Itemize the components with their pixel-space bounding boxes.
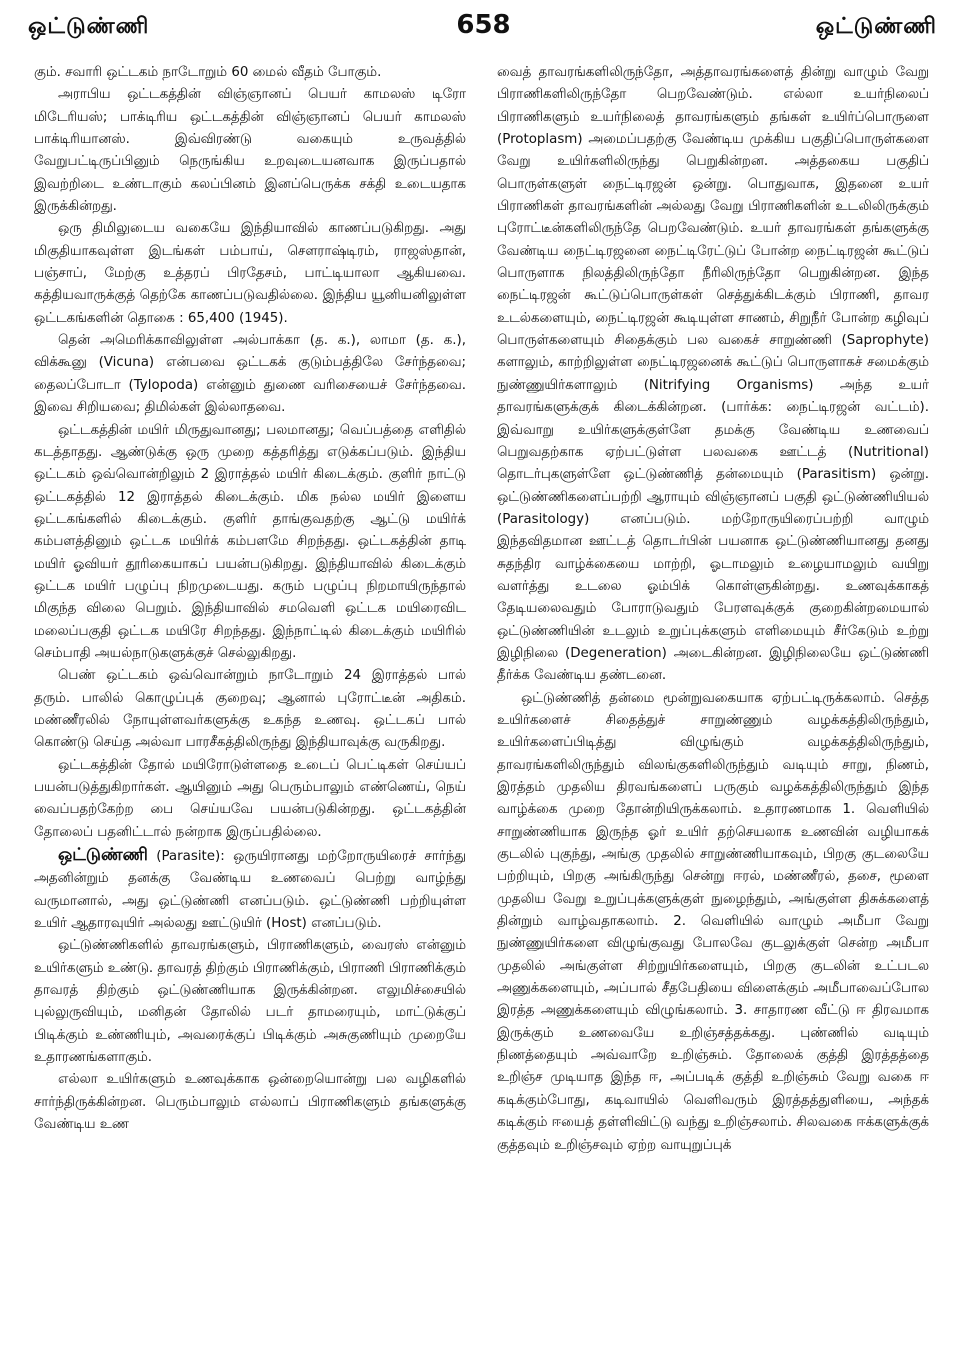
entry-paragraph [34,844,466,935]
paragraph: ஒட்டகத்தின் தோல் மயிரோடுள்ளதை உடைப் பெட்டிகள் செய்யப் பயன்படுத்துகிறார்கள். ஆயினும் அது பெரும்பாலும் எண்ணெய், நெய் வைப்பதற்கேற்ற பை செய்யவே பயன்படுகின்றது. ஒட்டகத்தின் தோலைப் பதனிட்டால் நன்றாக இருப்பதில்லை. [34,757,466,840]
paragraph: ஒட்டுண்ணிகளில் தாவரங்களும், பிராணிகளும், வைரஸ் என்னும் உயிர்களும் உண்டு. தாவரத் திற்கும் பிராணிக்கும், பிராணி பிராணிக்கும் தாவரத் திற்கும் ஒட்டுண்ணியாக இருக்கின்றன. எலுமிச்சையில் புல்லுருவியும், மனிதன் தோலில் படர் தாமரையும், மாட்டுக்குப் பிடிக்கும் உண்ணியும், அவரைக்குப் பிடிக்கும் அசுகுணியும் முறையே உதாரணங்களாகும். [34,938,466,1066]
paragraph: ஒட்டகத்தின் மயிர் மிருதுவானது; பலமானது; வெப்பத்தை எளிதில் கடத்தாதது. ஆண்டுக்கு ஒரு முறை கத்தரித்து எடுக்கப்படும். இந்திய ஒட்டகம் ஒவ்வொன்றிலும் 2 இராத்தல் மயிர் கிடைக்கும். குளிர் நாட்டு ஒட்டகத்தில் 12 இராத்தல் கிடைக்கும். மிக நல்ல மயிர் இளைய ஒட்டகங்களில் கிடைக்கும். குளிர் தாங்குவதற்கு ஆட்டு மயிர்க் கம்பளத்தினும் ஒட்டக மயிர்க் கம்பளமே சிறந்தது. ஒட்டகத்தின் தாடி மயிர் ஓவியர் தூரிகையாகப் பயன்படுகிறது. இந்தியாவில் கிடைக்கும் ஒட்டக மயிர் பழுப்பு நிறமுடையது. கரும் பழுப்பு நிறமாயிருந்தால் மிகுந்த விலை பெறும். இந்தியாவில் சமவெளி ஒட்டக மயிரைவிட மலைப்பகுதி ஒட்டக மயிரே சிறந்தது. இந்நாட்டில் கிடைக்கும் மயிரில் செம்பாதி அயல்நாடுகளுக்குச் செல்லுகிறது. [34,422,466,661]
paragraph: பெண் ஒட்டகம் ஒவ்வொன்றும் நாடோறும் 24 இராத்தல் பால் தரும். பாலில் கொழுப்புக் குறைவு; ஆனால் புரோட்டீன் அதிகம். மண்ணீரலில் நோயுள்ளவர்களுக்கு உகந்த உணவு. ஒட்டகப் பால் கொண்டு செய்த அல்வா பாரசீகத்திலிருந்து இந்தியாவுக்கு வருகிறது. [34,668,466,751]
paragraph: தென் அமெரிக்காவிலுள்ள அல்பாக்கா (த. க.), லாமா (த. க.), விக்கூனு (Vicuna) என்பவை ஒட்டகக் குடும்பத்திலே சேர்ந்தவை; தைலப்போடா (Tylopoda) என்னும் துணை வரிசையைச் சேர்ந்தவை. இவை சிறியவை; திமில்கள் இல்லாதவை. [34,333,466,416]
running-head-right: ஒட்டுண்ணி [815,14,937,39]
running-head-left: ஒட்டுண்ணி [28,14,150,39]
entry-definition: (Parasite): ஒருயிரானது மற்றோருயிரைச் சார்ந்து அதனின்றும் தனக்கு வேண்டிய உணவைப் பெற்று வாழ்ந்து வருமானால், அது ஒட்டுண்ணி எனப்படும். ஒட்டுண்ணி பற்றியுள்ள உயிர் ஆதாரவுயிர் அல்லது ஊட்டுயிர் (Host) எனப்படும். [34,849,466,932]
right-column [497,62,929,1352]
page-number: 658 [456,10,511,40]
paragraph: வைத் தாவரங்களிலிருந்தோ, அத்தாவரங்களைத் தின்று வாழும் வேறு பிராணிகளிலிருந்தோ பெறவேண்டும். எல்லா உயர்நிலைப் பிராணிகளும் உயர்நிலைத் தாவரங்களும் தங்கள் உயிர்ப்பொருளை (Protoplasm) அமைப்பதற்கு வேண்டிய முக்கிய பகுதிப்பொருள்களை வேறு உயிர்களிலிருந்து பெறுகின்றன. அத்தகைய பகுதிப் பொருள்களுள் நைட்டிரஜன் ஒன்று. பொதுவாக, இதனை உயர் பிராணிகள் தாவரங்களின் அல்லது வேறு பிராணிகளின் உடலிலிருக்கும் புரோட்டீன்களிலிருந்தே பெறவேண்டும். உயர் தாவரங்கள் தங்களுக்கு வேண்டிய நைட்டிரஜனை நைட்டிரேட்டுப் போன்ற நைட்டிரஜன் கூட்டுப் பொருளாக நிலத்திலிருந்தோ நீரிலிருந்தோ பெறுகின்றன. இந்த நைட்டிரஜன் கூட்டுப்பொருள்கள் செத்துக்கிடக்கும் பிராணி, தாவர உடல்களையும், நைட்டிரஜன் கூடியுள்ள சாணம், சிறுநீர் போன்ற கழிவுப் பொருள்களையும் சிதைக்கும் பல வகைச் சாறுண்ணி (Saprophyte) களாலும், காற்றிலுள்ள நைட்டிரஜனைக் கூட்டுப் பொருளாகச் சமைக்கும் நுண்ணுயிர்களாலும் (Nitrifying Organisms) அந்த உயர் தாவரங்களுக்குக் கிடைக்கின்றன. (பார்க்க: நைட்டிரஜன் வட்டம்). இவ்வாறு உயிர்களுக்குள்ளே தமக்கு வேண்டிய உணவைப் பெறுவதற்காக ஏற்பட்டுள்ள பலவகை ஊட்டத் (Nutritional) தொடர்புகளுள்ளே ஒட்டுண்ணித் தன்மையும் (Parasitism) ஒன்று. ஒட்டுண்ணிகளைப்பற்றி ஆராயும் விஞ்ஞானப் பகுதி ஒட்டுண்ணியியல் (Parasitology) எனப்படும். மற்றோருயிரைப்பற்றி வாழும் இந்தவிதமான ஊட்டத் தொடர்பின் பயனாக ஒட்டுண்ணியானது தனது சுதந்திர வாழ்க்கையை மாற்றி, ஓடாமலும் உழையாமலும் வயிறு வளர்த்து உடலை ஓம்பிக் கொள்ளுகின்றது. உணவுக்காகத் தேடியலைவதும் போராடுவதும் பேரளவுக்குக் குறைகின்றமையால் ஒட்டுண்ணியின் உடலும் உறுப்புக்களும் எளிமையும் சீர்கேடும் உற்று இழிநிலை (Degeneration) அடைகின்றன. இழிநிலையே ஒட்டுண்ணி தீர்க்க வேண்டிய தண்டனை. [497,65,929,684]
paragraph: எல்லா உயிர்களும் உணவுக்காக ஒன்றையொன்று பல வழிகளில் சார்ந்திருக்கின்றன. பெரும்பாலும் எல்லாப் பிராணிகளும் தங்களுக்கு வேண்டிய உண [34,1072,466,1133]
paragraph: கும். சவாரி ஒட்டகம் நாடோறும் 60 மைல் வீதம் போகும். [34,65,382,80]
entry-headword: ஒட்டுண்ணி [58,845,148,866]
left-column [34,62,466,1352]
paragraph: ஒரு திமிலுடைய வகையே இந்தியாவில் காணப்படுகிறது. அது மிகுதியாகவுள்ள இடங்கள் பம்பாய், சௌராஷ்டிரம், ராஜஸ்தான், பஞ்சாப், மேற்கு உத்தரப் பிரதேசம், பாட்டியாலா ஆகியவை. கத்தியவாருக்குத் தெற்கே காணப்படுவதில்லை. இந்திய யூனியனிலுள்ள ஒட்டகங்களின் தொகை : 65,400 (1945). [34,221,466,326]
page-header [0,0,967,58]
paragraph: ஒட்டுண்ணித் தன்மை மூன்றுவகையாக ஏற்பட்டிருக்கலாம். செத்த உயிர்களைச் சிதைத்துச் சாறுண்ணும் வழக்கத்திலிருந்தும், உயிர்களைப்பிடித்து விழுங்கும் வழக்கத்திலிருந்தும், தாவரங்களிலிருந்தும் விலங்குகளிலிருந்தும் வடியும் சாறு, நிணம், இரத்தம் முதலிய திரவங்களைப் பருகும் வழக்கத்திலிருந்தும் இந்த வாழ்க்கை முறை தோன்றியிருக்கலாம். உதாரணமாக 1. வெளியில் சாறுண்ணியாக இருந்த ஓர் உயிர் தற்செயலாக உணவின் வழியாகக் குடலில் புகுந்து, அங்கு முதலில் சாறுண்ணியாகவும், பிறகு குடலையே பற்றியும், பிறகு அங்கிருந்து சென்று ஈரல், மண்ணீரல், தசை, மூளை முதலிய வேறு உறுப்புக்களுக்குள் நுழைந்தும், அங்குள்ள திசுக்களைத் தின்றும் வாழ்வதாகலாம். 2. வெளியில் வாழும் அமீபா வேறு நுண்ணுயிர்களை விழுங்குவது போலவே குடலுக்குள் சென்ற அமீபா முதலில் அங்குள்ள சிற்றுயிர்களையும், பிறகு குடலின் உட்படல அணுக்களையும், அப்பால் சீதபேதியை விளைக்கும் அமீபாவைப்போல இரத்த அணுக்களையும் விழுங்கலாம். 3. சாதாரண வீட்டு ஈ திரவமாக இருக்கும் உணவையே உறிஞ்சத்தக்கது. புண்ணில் வடியும் நிணத்தையும் அவ்வாறே உறிஞ்சும். தோலைக் குத்தி இரத்தத்தை உறிஞ்ச முடியாத இந்த ஈ, அப்படிக் குத்தி உறிஞ்சும் வேறு வகை ஈ கடிக்கும்போது, கடிவாயில் வெளிவரும் இரத்தத்துளியை, அந்தக் கடிக்கும் ஈயைத் தள்ளிவிட்டு வந்து உறிஞ்சலாம். சிலவகை ஈக்களுக்குக் குத்தவும் உறிஞ்சவும் ஏற்ற வாயுறுப்புக் [497,690,929,1153]
paragraph: அராபிய ஒட்டகத்தின் விஞ்ஞானப் பெயர் காமலஸ் டிரோ மிடேரியஸ்; பாக்டிரிய ஒட்டகத்தின் விஞ்ஞானப் பெயர் காமலஸ் பாக்டிரியானஸ். இவ்விரண்டு வகையும் உருவத்தில் வேறுபட்டிருப்பினும் நெருங்கிய உறவுடையனவாக இருப்பதால் இவற்றிடை உண்டாகும் கலப்பினம் இனப்பெருக்க சக்தி உடையதாக இருக்கின்றது. [34,87,466,215]
